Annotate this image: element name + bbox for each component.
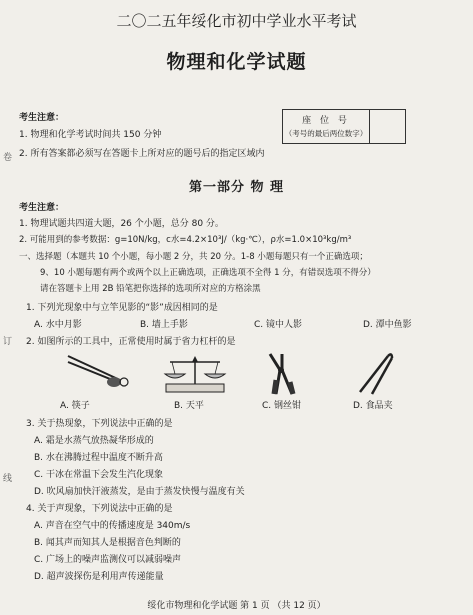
question-2-stem: 2. 如图所示的工具中，正常使用时属于省力杠杆的是 xyxy=(26,337,236,347)
section-title: 第一部分 物 理 xyxy=(188,180,285,195)
margin-mark-1: 卷 xyxy=(3,153,13,163)
question-2-option-b: B. 天平 xyxy=(174,401,204,411)
question-2-option-a: A. 筷子 xyxy=(60,401,90,411)
question-3-stem: 3. 关于热现象，下列说法中正确的是 xyxy=(26,419,173,429)
balance-scale-figure xyxy=(160,352,230,394)
question-4-option-d: D. 超声波探伤是利用声传递能量 xyxy=(34,572,164,582)
part1-instruction-3: 请在答题卡上用 2B 铅笔把你选择的选项所对应的方格涂黑 xyxy=(40,284,261,294)
notice-heading: 考生注意： xyxy=(19,113,65,123)
question-3-option-c: C. 干冰在常温下会发生汽化现象 xyxy=(34,470,164,480)
exam-title: 二〇二五年绥化市初中学业水平考试 xyxy=(116,12,357,30)
question-3-option-a: A. 霜是水蒸气放热凝华形成的 xyxy=(34,436,154,446)
paper-title: 物理和化学试题 xyxy=(166,51,307,73)
margin-mark-3: 线 xyxy=(3,474,13,484)
question-2-option-c: C. 钢丝钳 xyxy=(262,401,302,411)
chopsticks-figure xyxy=(64,352,134,392)
question-1-option-a: A. 水中月影 xyxy=(34,320,82,330)
question-3-option-b: B. 水在沸腾过程中温度不断升高 xyxy=(34,453,163,463)
section-notice-heading: 考生注意： xyxy=(19,203,65,213)
question-1-option-c: C. 镜中人影 xyxy=(254,320,303,330)
section-notice-2: 2. 可能用到的参考数据：g=10N/kg，c水=4.2×10³J/（kg·℃），ρ水=1.0×10³kg/m³ xyxy=(19,235,352,245)
question-4-stem: 4. 关于声现象，下列说法中正确的是 xyxy=(26,504,173,514)
question-1-option-b: B. 墙上手影 xyxy=(140,320,188,330)
seat-hint: （考号的最后两位数字） xyxy=(284,129,368,138)
seat-fill-cell[interactable] xyxy=(369,110,406,143)
food-tongs-figure xyxy=(352,350,402,396)
question-4-option-b: B. 闻其声而知其人是根据音色判断的 xyxy=(34,538,181,548)
wire-pliers-figure xyxy=(262,350,312,396)
notice-item-2: 2. 所有答案都必须写在答题卡上所对应的题号后的指定区域内 xyxy=(19,149,265,159)
margin-mark-2: 订 xyxy=(3,337,13,347)
question-4-option-c: C. 广场上的噪声监测仪可以减弱噪声 xyxy=(34,555,182,565)
question-1-option-d: D. 潭中鱼影 xyxy=(363,320,412,330)
part1-instruction-2: 9、10 小题每题有两个或两个以上正确选项，正确选项不全得 1 分，有错误选项不得分） xyxy=(40,268,376,278)
question-2-option-d: D. 食品夹 xyxy=(353,401,393,411)
section-notice-1: 1. 物理试题共四道大题，26 个小题，总分 80 分。 xyxy=(19,219,224,229)
question-4-option-a: A. 声音在空气中的传播速度是 340m/s xyxy=(34,521,191,531)
seat-number-box xyxy=(282,109,406,144)
part1-instruction-1: 一、选择题（本题共 10 个小题，每小题 2 分，共 20 分。1-8 小题每题只有一个正确选项； xyxy=(19,252,368,262)
page-footer: 绥化市物理和化学试题 第 1 页 （共 12 页） xyxy=(147,601,326,611)
notice-item-1: 1. 物理和化学考试时间共 150 分钟 xyxy=(19,130,162,140)
seat-label: 座 位 号 xyxy=(302,116,350,126)
question-3-option-d: D. 吹风扇加快汗液蒸发，是由于蒸发快慢与温度有关 xyxy=(34,487,245,497)
question-1-stem: 1. 下列光现象中与立竿见影的“影”成因相同的是 xyxy=(26,303,218,313)
